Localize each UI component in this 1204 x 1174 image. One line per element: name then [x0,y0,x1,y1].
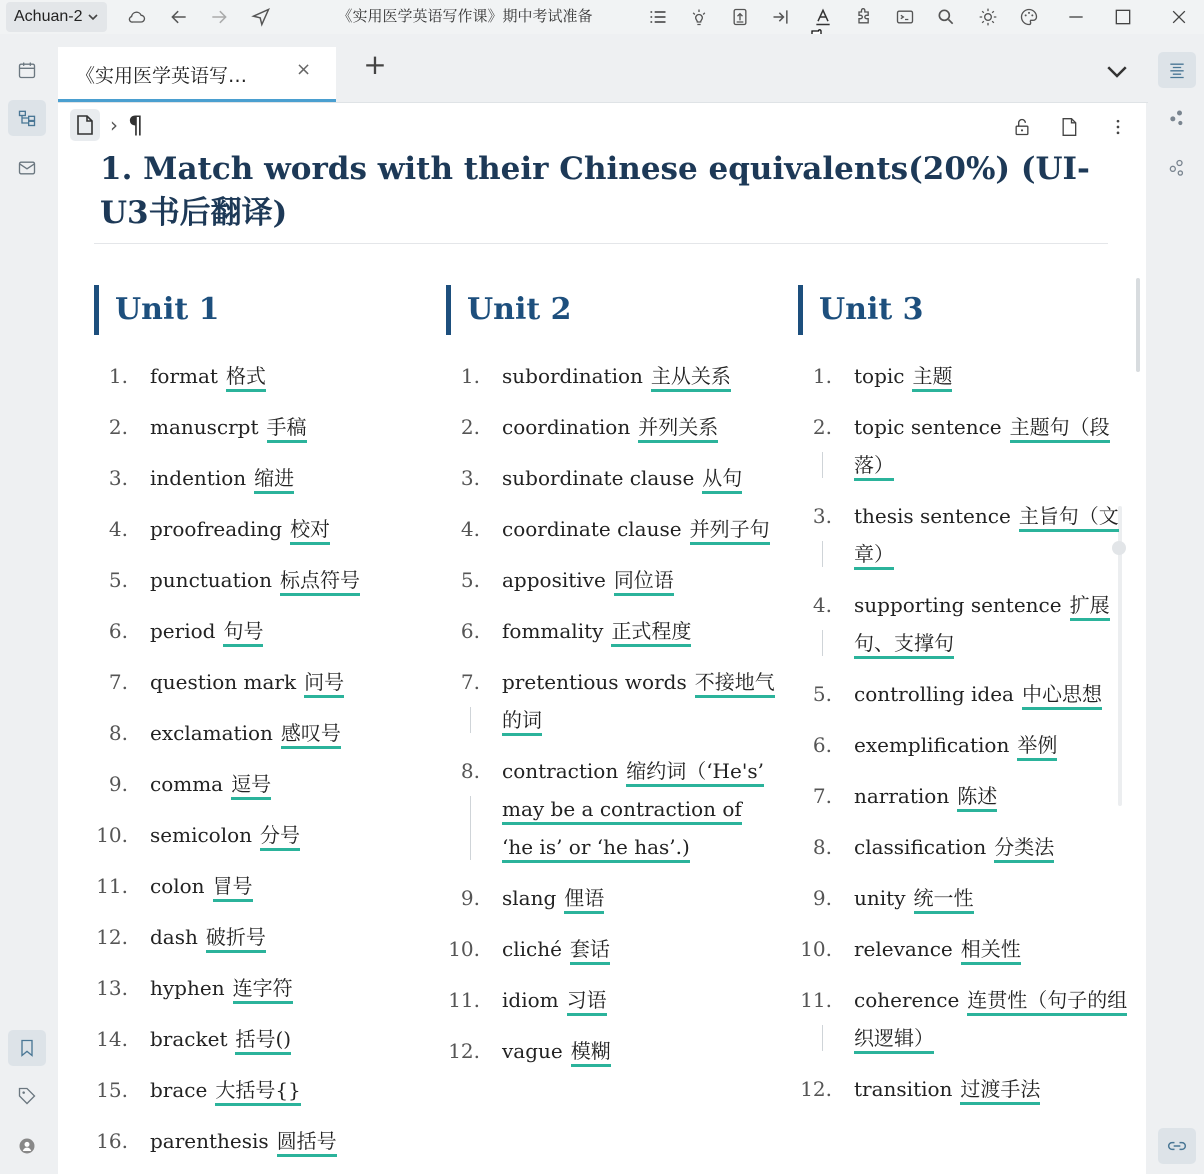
link-icon[interactable] [1158,1128,1196,1164]
send-icon[interactable] [248,4,274,30]
list-number: 3. [108,466,128,490]
list-number: 12. [448,1039,480,1063]
chinese-translation-highlight: 同位语 [614,568,674,596]
list-number: 8. [812,835,832,859]
chinese-translation-highlight: 举例 [1017,733,1057,761]
list-item[interactable] [798,408,1128,484]
chinese-translation-highlight: 分类法 [994,835,1054,863]
list-number: 7. [460,670,480,694]
list-item[interactable] [446,612,776,650]
document-icon[interactable] [70,109,100,141]
chinese-translation-highlight: 缩进 [254,466,294,494]
chinese-translation-highlight: 主旨句（文章） [854,504,1119,570]
chinese-translation-highlight: 习语 [567,988,607,1016]
list-number: 2. [108,415,128,439]
list-item[interactable] [94,816,424,854]
document-icon[interactable] [1057,115,1081,139]
list-item[interactable] [798,879,1128,917]
tab-close-icon[interactable]: × [296,59,312,80]
list-item[interactable] [446,1032,776,1070]
list-number: 5. [460,568,480,592]
more-vertical-icon[interactable] [1106,115,1130,139]
chinese-translation-highlight: 逗号 [231,772,271,800]
chinese-translation-highlight: 标点符号 [280,568,360,596]
list-item[interactable] [798,586,1128,662]
list-number: 6. [460,619,480,643]
outline-list-icon[interactable] [645,4,671,30]
english-term: slang [502,886,557,910]
list-item[interactable] [94,867,424,905]
chinese-translation-highlight: 统一性 [914,886,974,914]
list-item[interactable] [446,561,776,599]
chinese-translation-highlight: 破折号 [206,925,266,953]
editor [58,103,1146,1174]
list-number: 11. [800,988,832,1012]
user-avatar-icon[interactable] [8,1128,46,1164]
english-term: cliché [502,937,562,961]
chinese-translation-highlight: 过渡手法 [960,1077,1040,1105]
chinese-translation-highlight: 主题句（段落） [854,415,1110,481]
bookmark-icon[interactable] [8,1030,46,1066]
list-number: 2. [460,415,480,439]
unit-heading[interactable]: Unit 2 [446,285,776,335]
list-item[interactable] [798,777,1128,815]
list-number: 4. [108,517,128,541]
list-number: 2. [812,415,832,439]
terminal-icon[interactable] [892,4,918,30]
list-number: 11. [96,874,128,898]
english-term: coherence [854,988,960,1012]
list-number: 9. [460,886,480,910]
chinese-translation-highlight: 扩展句、支撑句 [854,593,1110,659]
file-tree-icon[interactable] [8,100,46,136]
english-term: proofreading [150,517,283,541]
list-number: 8. [108,721,128,745]
list-number: 11. [448,988,480,1012]
list-number: 6. [108,619,128,643]
english-term: coordinate clause [502,517,682,541]
list-item[interactable] [798,981,1128,1057]
workspace-switcher[interactable] [6,2,107,32]
vocab-list [94,357,424,1160]
list-item[interactable] [798,726,1128,764]
title-bar [0,0,1204,34]
list-item[interactable] [94,663,424,701]
chinese-translation-highlight: 分号 [260,823,300,851]
list-item[interactable] [798,828,1128,866]
english-term: subordinate clause [502,466,695,490]
column-unit-2 [446,285,776,1083]
chinese-translation-highlight: 问号 [304,670,344,698]
english-term: supporting sentence [854,593,1062,617]
list-number: 7. [812,784,832,808]
english-term: exemplification [854,733,1010,757]
english-term: colon [150,874,205,898]
chinese-translation-highlight: 校对 [290,517,330,545]
list-number: 5. [108,568,128,592]
english-term: dash [150,925,198,949]
list-item[interactable] [446,510,776,548]
column-unit-1 [94,285,424,1173]
unlock-icon[interactable] [1010,115,1034,139]
maximize-icon[interactable] [1110,4,1136,30]
list-item[interactable] [798,1070,1128,1108]
chinese-translation-highlight: 并列关系 [638,415,718,443]
english-term: fommality [502,619,604,643]
list-item[interactable] [446,752,776,866]
list-number: 3. [812,504,832,528]
list-item[interactable] [446,981,776,1019]
list-number: 12. [96,925,128,949]
english-term: appositive [502,568,606,592]
back-arrow-icon[interactable] [166,4,192,30]
bulb-icon[interactable] [686,4,712,30]
calendar-icon[interactable] [8,52,46,88]
list-number: 4. [460,517,480,541]
list-item[interactable] [798,675,1128,713]
english-term: hyphen [150,976,225,1000]
english-term: topic [854,364,905,388]
tab-document[interactable] [58,47,336,102]
list-item[interactable] [94,1122,424,1160]
list-item[interactable] [94,612,424,650]
list-number: 5. [812,682,832,706]
workspace-name: Achuan-2 [14,8,83,25]
list-item[interactable] [798,357,1128,395]
list-item[interactable] [94,969,424,1007]
right-dock [1148,34,1204,1174]
english-term: narration [854,784,950,808]
chevron-down-icon [87,11,99,23]
english-term: vague [502,1039,563,1063]
minimize-icon[interactable] [1063,4,1089,30]
list-item[interactable] [446,357,776,395]
close-window-icon[interactable] [1166,4,1192,30]
column-unit-3 [798,285,1128,1121]
unit-heading[interactable]: Unit 1 [94,285,424,335]
list-item[interactable] [798,930,1128,968]
english-term: relevance [854,937,953,961]
tab-bar [58,34,1148,103]
upload-icon[interactable] [727,4,753,30]
paragraph-block-icon[interactable]: ¶ [128,111,144,139]
list-number: 12. [800,1077,832,1101]
list-number: 9. [108,772,128,796]
chinese-translation-highlight: 模糊 [571,1039,611,1067]
vocab-list [446,357,776,1070]
list-number: 8. [460,759,480,783]
list-item[interactable] [446,879,776,917]
outline-panel-icon[interactable] [1158,52,1196,88]
chinese-translation-highlight: 陈述 [957,784,997,812]
list-item[interactable] [94,510,424,548]
list-number: 13. [96,976,128,1000]
list-number: 6. [812,733,832,757]
chinese-translation-highlight: 大括号{} [215,1078,300,1106]
english-term: pretentious words [502,670,687,694]
heading-divider [94,243,1108,244]
english-term: subordination [502,364,643,388]
english-term: thesis sentence [854,504,1011,528]
list-item[interactable] [94,357,424,395]
english-term: controlling idea [854,682,1014,706]
plugin-puzzle-icon[interactable] [851,4,877,30]
list-item[interactable] [446,930,776,968]
chinese-translation-highlight: 句号 [223,619,263,647]
left-dock [0,34,58,1174]
chinese-translation-highlight: 套话 [570,937,610,965]
english-term: semicolon [150,823,253,847]
english-term: coordination [502,415,631,439]
list-item[interactable] [446,408,776,446]
chinese-translation-highlight: 感叹号 [281,721,341,749]
list-item[interactable] [94,408,424,446]
chinese-translation-highlight: 俚语 [564,886,604,914]
unit-heading[interactable]: Unit 3 [798,285,1128,335]
cloud-sync-icon[interactable] [124,4,150,30]
english-term: indention [150,466,247,490]
palette-icon[interactable] [1016,4,1042,30]
chinese-translation-highlight: 手稿 [267,415,307,443]
english-term: comma [150,772,224,796]
english-term: format [150,364,218,388]
english-term: manuscrpt [150,415,259,439]
english-term: topic sentence [854,415,1002,439]
tab-label: 《实用医学英语写… [76,65,248,87]
chinese-translation-highlight: 主题 [912,364,952,392]
list-item[interactable] [446,459,776,497]
list-item[interactable] [798,497,1128,573]
tag-icon[interactable] [8,1078,46,1114]
list-number: 1. [812,364,832,388]
english-term: transition [854,1077,953,1101]
english-term: parenthesis [150,1129,269,1153]
breadcrumb [70,109,143,141]
chinese-translation-highlight: 中心思想 [1022,682,1102,710]
list-item[interactable] [94,459,424,497]
highlight-text-icon[interactable] [810,4,836,30]
list-number: 10. [800,937,832,961]
chinese-translation-highlight: 括号() [235,1027,291,1055]
chinese-translation-highlight: 圆括号 [277,1129,337,1157]
list-number: 15. [96,1078,128,1102]
list-item[interactable] [446,663,776,739]
chinese-translation-highlight: 并列子句 [690,517,770,545]
chinese-translation-highlight: 冒号 [213,874,253,902]
english-term: question mark [150,670,297,694]
chinese-translation-highlight: 主从关系 [651,364,731,392]
search-icon[interactable] [933,4,959,30]
global-graph-icon[interactable] [1158,150,1196,186]
list-number: 9. [812,886,832,910]
chinese-translation-highlight: 连贯性（句子的组织逻辑） [854,988,1127,1054]
vocab-list [798,357,1128,1108]
list-number: 10. [448,937,480,961]
chinese-translation-highlight: 格式 [226,364,266,392]
list-number: 10. [96,823,128,847]
english-term: idiom [502,988,559,1012]
breadcrumb-separator: › [110,113,118,137]
list-item[interactable] [94,765,424,803]
page-heading[interactable]: 1. Match words with their Chinese equivalents(20%) (UI-U3书后翻译) [100,151,1090,231]
graph-view-icon[interactable] [1158,100,1196,136]
list-number: 16. [96,1129,128,1153]
list-item[interactable] [94,1020,424,1058]
english-term: period [150,619,216,643]
list-number: 3. [460,466,480,490]
english-term: punctuation [150,568,272,592]
login-arrow-icon[interactable] [768,4,794,30]
forward-arrow-icon[interactable] [206,4,232,30]
chinese-translation-highlight: 相关性 [961,937,1021,965]
chinese-translation-highlight: 连字符 [233,976,293,1004]
chevron-down-icon[interactable] [1102,56,1132,86]
chinese-translation-highlight: 不接地气的词 [502,670,775,736]
english-term: unity [854,886,906,910]
add-tab-button[interactable]: + [363,48,387,81]
english-term: exclamation [150,721,273,745]
english-term: bracket [150,1027,228,1051]
list-item[interactable] [94,1071,424,1109]
list-item[interactable] [94,918,424,956]
chinese-translation-highlight: 缩约词（‘He's’ may be a contraction of ‘he is’ or ‘he has’.) [502,759,764,863]
list-item[interactable] [94,561,424,599]
inbox-mail-icon[interactable] [8,150,46,186]
document-title: 《实用医学英语写作课》期中考试准备 [337,7,593,25]
list-number: 14. [96,1027,128,1051]
chinese-translation-highlight: 从句 [702,466,742,494]
list-number: 1. [108,364,128,388]
english-term: contraction [502,759,619,783]
english-term: classification [854,835,987,859]
english-term: brace [150,1078,208,1102]
sun-theme-icon[interactable] [975,4,1001,30]
list-number: 1. [460,364,480,388]
chinese-translation-highlight: 正式程度 [611,619,691,647]
list-number: 7. [108,670,128,694]
scrollbar-thumb[interactable] [1136,278,1140,372]
list-number: 4. [812,593,832,617]
list-item[interactable] [94,714,424,752]
